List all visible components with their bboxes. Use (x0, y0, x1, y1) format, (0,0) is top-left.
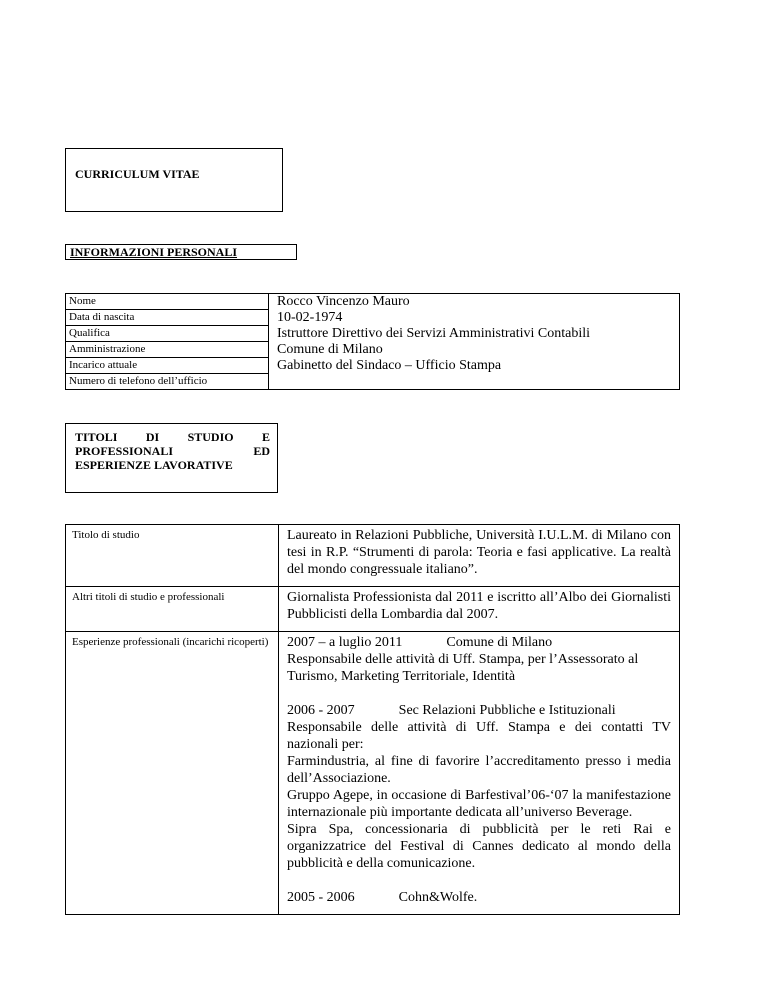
education-label: Titolo di studio (66, 525, 279, 587)
personal-info-table (65, 293, 680, 390)
education-row (66, 525, 680, 587)
experience-description: Responsabile delle attività di Uff. Stampa e dei contatti TV nazionali per: (287, 720, 671, 752)
experience-entry-header (287, 702, 671, 719)
experience-description: Gruppo Agepe, in occasione di Barfestival’06-‘07 la manifestazione internazionale più importante dedicata all’universo Beverage. (287, 788, 671, 820)
cv-title: CURRICULUM VITAE (75, 167, 200, 181)
personal-info-row (66, 326, 680, 342)
experience-employer: Cohn&Wolfe. (398, 890, 478, 905)
personal-info-value: Rocco Vincenzo Mauro (269, 294, 680, 310)
personal-info-value (269, 374, 680, 390)
personal-info-value: Comune di Milano (269, 342, 680, 358)
other-titles-label: Altri titoli di studio e professionali (66, 587, 279, 632)
personal-info-label: Numero di telefono dell’ufficio (66, 374, 269, 390)
experience-employer: Sec Relazioni Pubbliche e Istituzionali (398, 703, 616, 718)
personal-info-row (66, 358, 680, 374)
personal-info-value: Istruttore Direttivo dei Servizi Amministrativi Contabili (269, 326, 680, 342)
experience-entry (287, 889, 671, 906)
personal-info-label: Incarico attuale (66, 358, 269, 374)
titles-section-title-line: PROFESSIONALI ED (75, 444, 270, 458)
experience-entry-header (287, 634, 671, 651)
experience-label: Esperienze professionali (incarichi ricoperti) (66, 632, 279, 915)
experience-row (66, 632, 680, 915)
personal-info-value: 10-02-1974 (269, 310, 680, 326)
other-titles-row (66, 587, 680, 632)
personal-info-label: Qualifica (66, 326, 269, 342)
personal-info-row (66, 310, 680, 326)
experience-description: Sipra Spa, concessionaria di pubblicità per le reti Rai e organizzatrice del Festival di Cannes dedicato al mondo della pubblicità e della comunicazione. (287, 822, 671, 871)
experience-description: Farmindustria, al fine di favorire l’accreditamento presso i media dell’Associazione. (287, 754, 671, 786)
personal-info-label: Data di nascita (66, 310, 269, 326)
experience-entry (287, 634, 671, 685)
titles-section-title-line: ESPERIENZE LAVORATIVE (75, 458, 233, 472)
personal-info-row (66, 374, 680, 390)
titles-section-title-line: TITOLI DI STUDIO E (75, 430, 270, 444)
personal-section-title: INFORMAZIONI PERSONALI (70, 245, 238, 259)
experience-entry-header (287, 889, 671, 906)
personal-info-label: Amministrazione (66, 342, 269, 358)
experience-entry (287, 702, 671, 872)
personal-info-row (66, 294, 680, 310)
experience-period: 2007 – a luglio 2011 (287, 635, 403, 650)
experience-employer: Comune di Milano (446, 635, 553, 650)
personal-info-row (66, 342, 680, 358)
other-titles-value: Giornalista Professionista dal 2011 e iscritto all’Albo dei Giornalisti Pubblicisti della Lombardia dal 2007. (279, 587, 680, 632)
cv-details-table (65, 524, 680, 915)
experience-period: 2006 - 2007 (287, 703, 355, 718)
education-value: Laureato in Relazioni Pubbliche, Università I.U.L.M. di Milano con tesi in R.P. “Strumenti di parola: Teoria e fasi applicative. La realtà del mondo congressuale italiano”. (279, 525, 680, 587)
personal-info-value: Gabinetto del Sindaco – Ufficio Stampa (269, 358, 680, 374)
experience-description: Responsabile delle attività di Uff. Stampa, per l’Assessorato al Turismo, Marketing Territoriale, Identità (287, 652, 639, 684)
experience-value (279, 632, 680, 915)
experience-period: 2005 - 2006 (287, 890, 355, 905)
personal-info-label: Nome (66, 294, 269, 310)
